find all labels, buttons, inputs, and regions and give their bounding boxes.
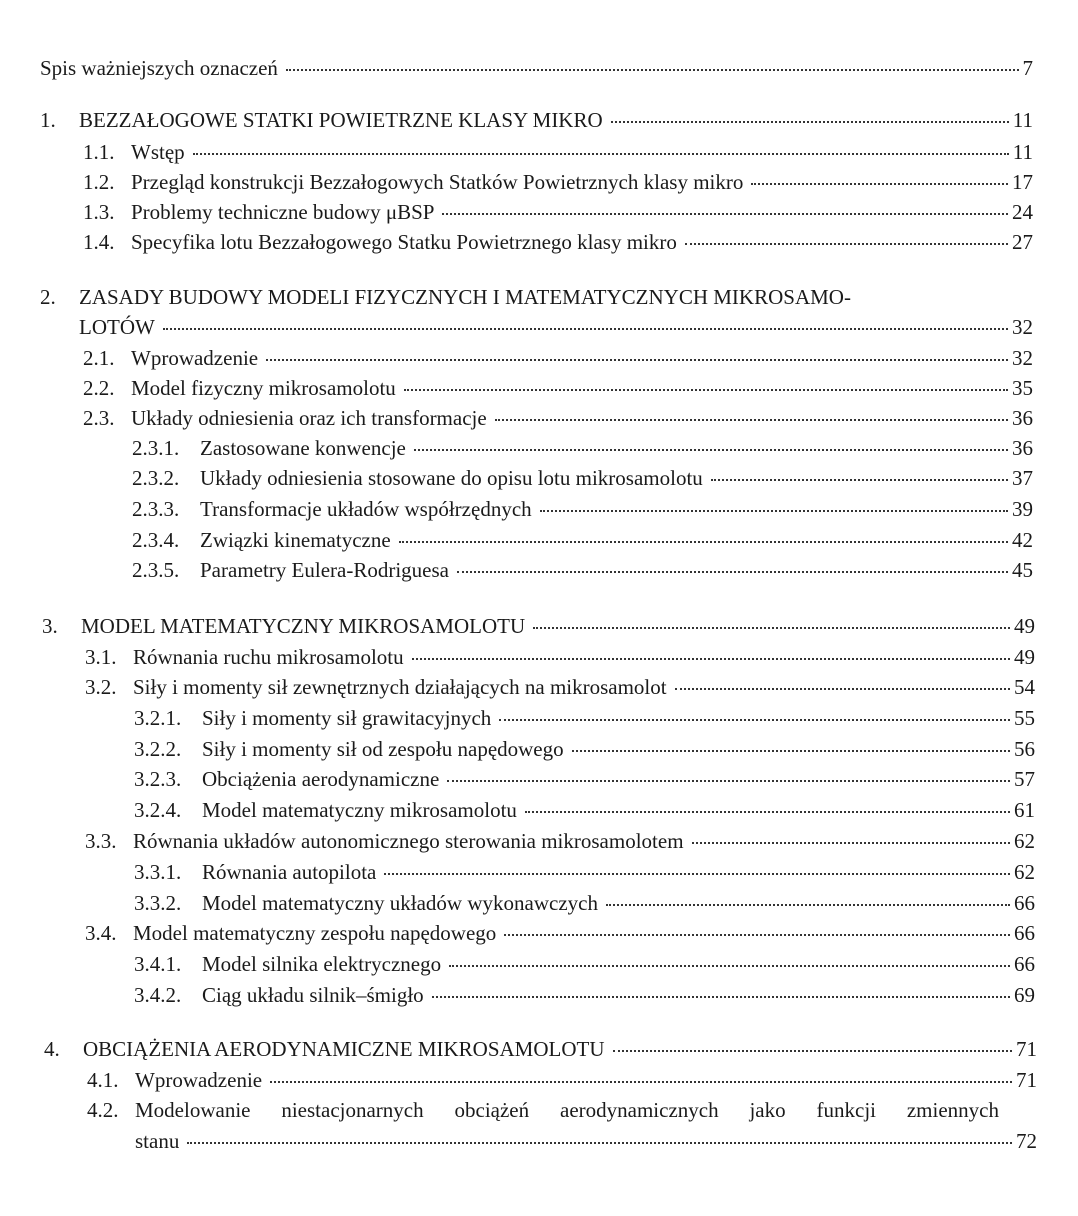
toc-entry-number: 3.3. [85,829,117,853]
toc-entry-page: 71 [1016,1068,1037,1092]
toc-subsection-3-4-1 [134,952,1035,976]
toc-entry-number: 2.3.2. [132,466,180,490]
dot-leader [286,69,1019,71]
toc-entry-page: 39 [1012,497,1033,521]
toc-entry-title: Model fizyczny mikrosamolotu [131,376,396,400]
toc-entry-page: 71 [1016,1037,1037,1061]
dot-leader [613,1050,1013,1052]
toc-entry-title: Wstęp [131,140,185,164]
toc-subsection-2-3-1 [132,436,1033,460]
dot-leader [414,449,1008,451]
toc-entry-title: Równania autopilota [202,860,377,884]
toc-section-2-2 [83,376,1033,400]
toc-entry-title: Transformacje układów współrzędnych [200,497,532,521]
dot-leader [163,328,1008,330]
toc-entry-number: 3.4.2. [134,983,182,1007]
toc-entry-number: 1.4. [83,230,115,254]
toc-entry-front [40,56,1033,80]
toc-entry-page: 17 [1012,170,1033,194]
toc-entry-page: 36 [1012,436,1033,460]
toc-entry-page: 69 [1014,983,1035,1007]
toc-subsection-3-2-4 [134,798,1035,822]
toc-chapter-1 [40,108,1033,132]
toc-entry-number: 1.3. [83,200,115,224]
toc-entry-title: Układy odniesienia oraz ich transformacje [131,406,487,430]
toc-entry-title: Siły i momenty sił grawitacyjnych [202,706,492,730]
toc-entry-page: 72 [1016,1129,1037,1153]
toc-subsection-2-3-2 [132,466,1033,490]
toc-section-3-1 [85,645,1035,669]
toc-entry-title: Spis ważniejszych oznaczeń [40,56,278,80]
toc-entry-number: 4. [44,1037,60,1061]
toc-entry-number: 3.3.1. [134,860,182,884]
toc-entry-number: 1.2. [83,170,115,194]
toc-entry-page: 35 [1012,376,1033,400]
toc-entry-title: BEZZAŁOGOWE STATKI POWIETRZNE KLASY MIKRO [79,108,603,132]
toc-entry-page: 55 [1014,706,1035,730]
toc-entry-title: OBCIĄŻENIA AERODYNAMICZNE MIKROSAMOLOTU [83,1037,605,1061]
dot-leader [504,934,1010,936]
toc-entry-page: 32 [1012,315,1033,339]
dot-leader [711,479,1008,481]
toc-entry-page: 56 [1014,737,1035,761]
toc-subsection-3-2-1 [134,706,1035,730]
toc-section-4-1 [87,1068,1037,1092]
toc-entry-page: 37 [1012,466,1033,490]
toc-subsection-3-2-3 [134,767,1035,791]
toc-section-4-2-line1 [87,1098,999,1122]
dot-leader [685,243,1008,245]
toc-entry-title: Równania układów autonomicznego sterowania mikrosamolotem [133,829,684,853]
toc-entry-number: 4.2. [87,1098,119,1122]
toc-entry-number: 3.1. [85,645,117,669]
toc-section-3-4 [85,921,1035,945]
toc-entry-title: Związki kinematyczne [200,528,391,552]
dot-leader [412,658,1010,660]
toc-entry-title: Równania ruchu mikrosamolotu [133,645,404,669]
toc-entry-page: 61 [1014,798,1035,822]
toc-section-3-3 [85,829,1035,853]
toc-section-3-2 [85,675,1035,699]
toc-subsection-2-3-5 [132,558,1033,582]
toc-entry-number: 2.3.3. [132,497,180,521]
toc-entry-number: 3.2.3. [134,767,182,791]
toc-chapter-4 [44,1037,1037,1061]
toc-subsection-3-3-2 [134,891,1035,915]
toc-entry-number: 2.1. [83,346,115,370]
dot-leader [449,965,1010,967]
dot-leader [404,389,1008,391]
toc-subsection-3-3-1 [134,860,1035,884]
toc-entry-page: 42 [1012,528,1033,552]
toc-entry-number: 2.3.4. [132,528,180,552]
toc-entry-number: 3.4.1. [134,952,182,976]
toc-entry-title: Wprowadzenie [131,346,259,370]
toc-entry-title: Układy odniesienia stosowane do opisu lotu mikrosamolotu [200,466,703,490]
toc-entry-title: stanu [135,1129,180,1153]
dot-leader [499,719,1010,721]
toc-section-1-2 [83,170,1033,194]
toc-entry-title: Model matematyczny zespołu napędowego [133,921,497,945]
toc-entry-title: Model matematyczny mikrosamolotu [202,798,517,822]
toc-entry-title: ZASADY BUDOWY MODELI FIZYCZNYCH I MATEMATYCZNYCH MIKROSAMO- [79,285,851,309]
toc-entry-number: 3. [42,614,58,638]
toc-entry-title: Specyfika lotu Bezzałogowego Statku Powietrznego klasy mikro [131,230,677,254]
toc-entry-title: Problemy techniczne budowy μBSP [131,200,435,224]
toc-entry-page: 36 [1012,406,1033,430]
toc-entry-page: 62 [1014,829,1035,853]
toc-entry-title: MODEL MATEMATYCZNY MIKROSAMOLOTU [81,614,526,638]
dot-leader [606,904,1010,906]
toc-section-4-2-line2 [135,1129,1037,1153]
toc-entry-page: 66 [1014,921,1035,945]
toc-entry-title: Zastosowane konwencje [200,436,406,460]
toc-entry-title: Siły i momenty sił zewnętrznych działających na mikrosamolot [133,675,667,699]
toc-entry-number: 2.3.5. [132,558,180,582]
toc-section-1-4 [83,230,1033,254]
toc-entry-number: 3.2.4. [134,798,182,822]
toc-entry-number: 2. [40,285,56,309]
toc-entry-number: 3.2.2. [134,737,182,761]
dot-leader [266,359,1008,361]
toc-chapter-2-line1 [40,285,851,309]
toc-section-1-1 [83,140,1033,164]
toc-entry-title: Ciąg układu silnik–śmigło [202,983,424,1007]
dot-leader [675,688,1010,690]
dot-leader [384,873,1010,875]
toc-entry-page: 27 [1012,230,1033,254]
toc-entry-title: Modelowanie niestacjonarnych obciążeń aerodynamicznych jako funkcji zmiennych [135,1098,999,1122]
toc-entry-number: 2.2. [83,376,115,400]
toc-entry-page: 49 [1014,645,1035,669]
toc-section-2-3 [83,406,1033,430]
toc-entry-page: 11 [1012,140,1033,164]
dot-leader [193,153,1009,155]
dot-leader [447,780,1010,782]
dot-leader [187,1142,1012,1144]
toc-entry-title: Model silnika elektrycznego [202,952,442,976]
toc-entry-number: 1. [40,108,56,132]
dot-leader [270,1081,1012,1083]
toc-entry-page: 11 [1012,108,1033,132]
toc-entry-title: Obciążenia aerodynamiczne [202,767,440,791]
toc-entry-page: 49 [1014,614,1035,638]
dot-leader [495,419,1008,421]
toc-subsection-3-2-2 [134,737,1035,761]
toc-section-2-1 [83,346,1033,370]
toc-entry-title: Model matematyczny układów wykonawczych [202,891,598,915]
toc-entry-page: 32 [1012,346,1033,370]
toc-entry-title: Wprowadzenie [135,1068,263,1092]
toc-subsection-3-4-2 [134,983,1035,1007]
dot-leader [525,811,1010,813]
toc-entry-page: 45 [1012,558,1033,582]
dot-leader [457,571,1008,573]
dot-leader [751,183,1008,185]
toc-entry-number: 3.3.2. [134,891,182,915]
dot-leader [540,510,1008,512]
toc-entry-page: 54 [1014,675,1035,699]
toc-subsection-2-3-4 [132,528,1033,552]
toc-entry-page: 66 [1014,952,1035,976]
dot-leader [399,541,1008,543]
toc-chapter-2-line2 [79,315,1033,339]
toc-entry-page: 24 [1012,200,1033,224]
toc-entry-number: 3.2. [85,675,117,699]
toc-entry-number: 4.1. [87,1068,119,1092]
dot-leader [432,996,1010,998]
dot-leader [442,213,1008,215]
toc-entry-page: 7 [1022,56,1033,80]
toc-chapter-3 [42,614,1035,638]
toc-entry-title: LOTÓW [79,315,155,339]
toc-subsection-2-3-3 [132,497,1033,521]
toc-entry-title: Siły i momenty sił od zespołu napędowego [202,737,564,761]
toc-entry-page: 57 [1014,767,1035,791]
dot-leader [611,121,1009,123]
toc-entry-page: 62 [1014,860,1035,884]
toc-entry-number: 1.1. [83,140,115,164]
dot-leader [533,627,1010,629]
toc-entry-number: 2.3. [83,406,115,430]
toc-entry-title: Przegląd konstrukcji Bezzałogowych Statków Powietrznych klasy mikro [131,170,744,194]
dot-leader [692,842,1010,844]
toc-entry-title: Parametry Eulera-Rodriguesa [200,558,449,582]
toc-entry-number: 3.2.1. [134,706,182,730]
toc-section-1-3 [83,200,1033,224]
toc-entry-number: 3.4. [85,921,117,945]
dot-leader [572,750,1010,752]
toc-entry-number: 2.3.1. [132,436,180,460]
toc-entry-page: 66 [1014,891,1035,915]
